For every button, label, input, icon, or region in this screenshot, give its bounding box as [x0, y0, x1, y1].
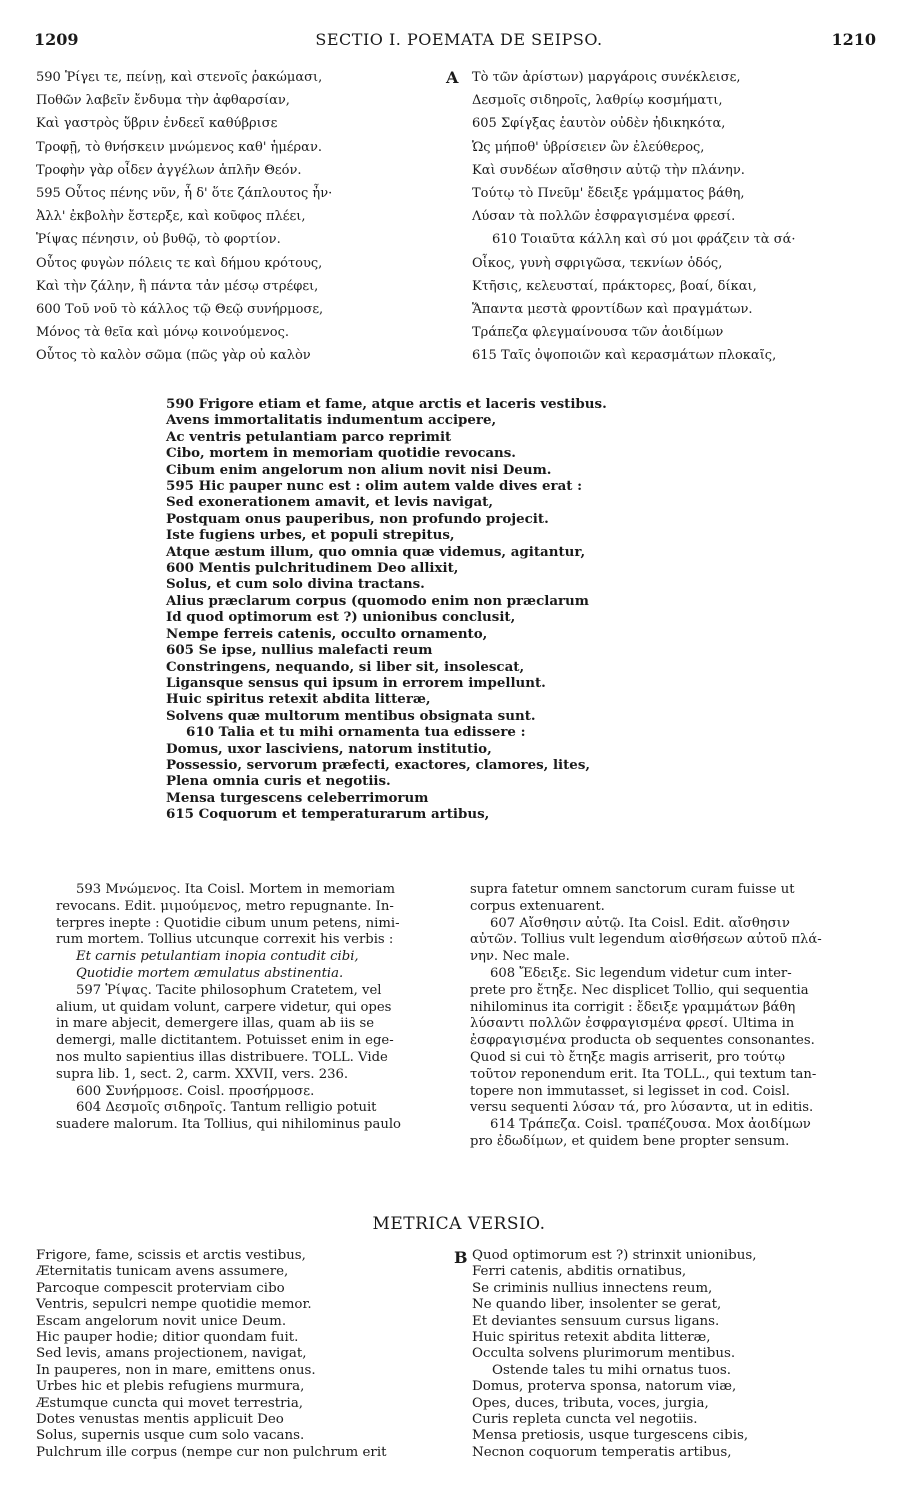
latin-line: Solvens quæ multorum mentibus obsignata sunt.: [166, 707, 536, 724]
metrica-line: Frigore, fame, scissis et arctis vestibus,: [36, 1248, 306, 1263]
metrica-line: Opes, duces, tributa, voces, jurgia,: [472, 1395, 709, 1411]
metrica-line: Parcoque compescit proterviam cibo: [36, 1280, 285, 1296]
metrica-line: Curis repleta cuncta vel negotiis.: [472, 1412, 698, 1428]
note-line: alium, ut quidam volunt, carpere videtur, qui opes: [56, 999, 392, 1015]
metrica-line: Ferri catenis, abditis ornatibus,: [472, 1264, 687, 1280]
note-line: 607 Αἴσθησιν αὐτῷ. Ita Coisl. Edit. αἴσθησιν: [490, 915, 790, 931]
page-number-left: 1209: [34, 30, 79, 49]
latin-line: Plena omnia curis et negotiis.: [166, 773, 391, 790]
note-line: demergi, malle dictitantem. Potuisset enim in ege-: [56, 1033, 394, 1049]
note-line: 614 Τράπεζα. Coisl. τραπέζουσα. Mox ἀοιδίμων: [490, 1117, 811, 1133]
note-line: supra lib. 1, sect. 2, carm. XXVII, vers. 236.: [56, 1066, 349, 1082]
metrica-line: Ventris, sepulcri nempe quotidie memor.: [36, 1297, 312, 1313]
greek-line: Ῥίψας πένησιν, οὐ βυθῷ, τὸ φορτίον.: [36, 232, 281, 248]
note-line: λύσαντι πολλῶν ἐσφραγισμένα φρεσί. Ultima in: [470, 1016, 795, 1032]
metrica-line: Necnon coquorum temperatis artibus,: [472, 1444, 732, 1460]
metrica-line: Urbes hic et plebis refugiens murmura,: [36, 1379, 305, 1395]
note-line: revocans. Edit. μιμούμενος, metro repugnante. In-: [56, 898, 394, 914]
note-line: 593 Μνώμενος. Ita Coisl. Mortem in memoriam: [76, 882, 396, 897]
latin-line: Constringens, nequando, si liber sit, insolescat,: [166, 658, 525, 675]
greek-line: 590 Ῥίγει τε, πείνῃ, καὶ στενοῖς ῥακώμασι,: [36, 70, 323, 85]
greek-text-right: [472, 66, 892, 368]
note-line: 600 Συνήρμοσε. Coisl. προσήρμοσε.: [76, 1083, 315, 1099]
note-line: 608 Ἔδειξε. Sic legendum videtur cum inter-: [490, 965, 792, 981]
metrica-line: Pulchrum ille corpus (nempe cur non pulchrum erit: [36, 1444, 387, 1460]
note-line: suadere malorum. Ita Tollius, qui nihilominus paulo: [56, 1117, 401, 1133]
note-line: versu sequenti λύσαν τά, pro λύσαντα, ut in editis.: [470, 1100, 814, 1116]
greek-line: Ὡς μήποθ' ὑβρίσειεν ὢν ἐλεύθερος,: [472, 139, 705, 155]
greek-line: Τὸ τῶν ἀρίστων) μαργάροις συνέκλεισε,: [472, 70, 741, 85]
note-line: Quotidie mortem æmulatus abstinentia.: [76, 965, 344, 981]
note-line: nos multo sapientius illas distribuere. TOLL. Vide: [56, 1049, 388, 1065]
running-title: SECTIO I. POEMATA DE SEIPSO.: [315, 30, 603, 49]
greek-line: Ἀλλ' ἐκβολὴν ἔστερξε, καὶ κοῦφος πλέει,: [36, 209, 306, 225]
greek-line: Κτῆσις, κελευσταί, πράκτορες, βοαί, δίκαι,: [472, 278, 757, 294]
metrica-line: Escam angelorum novit unice Deum.: [36, 1313, 287, 1329]
metrica-line: Ne quando liber, insolenter se gerat,: [472, 1297, 722, 1313]
metrica-line: Quod optimorum est ?) strinxit unionibus,: [472, 1248, 757, 1263]
greek-line: Καὶ τὴν ζάλην, ἣ πάντα τἀν μέσῳ στρέφει,: [36, 278, 319, 294]
latin-line: Sed exonerationem amavit, et levis navigat,: [166, 494, 494, 511]
latin-line: Domus, uxor lasciviens, natorum institutio,: [166, 740, 492, 757]
latin-line: Postquam onus pauperibus, non profundo projecit.: [166, 510, 549, 527]
note-line: τοῦτον reponendum erit. Ita TOLL., qui textum tan-: [470, 1066, 817, 1082]
greek-line: 610 Τοιαῦτα κάλλη καὶ σύ μοι φράζειν τὰ σά·: [492, 232, 796, 248]
metrica-left: [36, 1248, 446, 1461]
note-line: νην. Nec male.: [470, 949, 570, 965]
metrica-line: In pauperes, non in mare, emittens onus.: [36, 1362, 316, 1378]
greek-line: Οὗτος τὸ καλὸν σῶμα (πῶς γὰρ οὐ καλὸν: [36, 348, 311, 364]
metrica-line: Dotes venustas mentis applicuit Deo: [36, 1412, 284, 1428]
metrica-line: Solus, supernis usque cum solo vacans.: [36, 1428, 305, 1444]
greek-line: 615 Ταῖς ὀψοποιῶν καὶ κερασμάτων πλοκαῖς,: [472, 348, 777, 364]
greek-line: Καὶ συνδέων αἴσθησιν αὐτῷ τὴν πλάνην.: [472, 162, 745, 178]
page-header: [0, 30, 918, 54]
note-line: Quod si cui τὸ ἔτηξε magis arriserit, pro τούτῳ: [470, 1049, 785, 1065]
metrica-line: Æstumque cuncta qui movet terrestria,: [36, 1395, 304, 1411]
greek-line: Τράπεζα φλεγμαίνουσα τῶν ἀοιδίμων: [472, 325, 724, 341]
note-line: supra fatetur omnem sanctorum curam fuisse ut: [470, 882, 795, 897]
metrica-line: Et deviantes sensuum cursus ligans.: [472, 1313, 720, 1329]
latin-line: 610 Talia et tu mihi ornamenta tua edissere :: [186, 724, 526, 741]
greek-line: Τροφὴν γὰρ οἶδεν ἀγγέλων ἁπλῆν Θεόν.: [36, 162, 302, 178]
latin-line: Atque æstum illum, quo omnia quæ videmus, agitantur,: [166, 543, 586, 560]
metrica-line: Ostende tales tu mihi ornatus tuos.: [492, 1362, 732, 1378]
note-line: ἐσφραγισμένα producta ob sequentes consonantes.: [470, 1033, 815, 1049]
note-line: rum mortem. Tollius utcunque correxit his verbis :: [56, 932, 394, 948]
metrica-line: Se criminis nullius innectens reum,: [472, 1280, 713, 1296]
latin-line: Ligansque sensus qui ipsum in errorem impellunt.: [166, 674, 546, 691]
metrica-line: Huic spiritus retexit abdita litteræ,: [472, 1330, 711, 1346]
greek-text-left: [36, 66, 436, 368]
metrica-versio-title: METRICA VERSIO.: [372, 1214, 546, 1234]
latin-line: Solus, et cum solo divina tractans.: [166, 576, 425, 593]
latin-line: Cibum enim angelorum non alium novit nisi Deum.: [166, 461, 552, 478]
latin-line: Nempe ferreis catenis, occulto ornamento,: [166, 625, 488, 642]
latin-line: Huic spiritus retexit abdita litteræ,: [166, 691, 431, 708]
metrica-line: Domus, proterva sponsa, natorum viæ,: [472, 1379, 737, 1395]
greek-line: Δεσμοῖς σιδηροῖς, λαθρίῳ κοσμήματι,: [472, 93, 723, 109]
note-line: in mare abjecit, demergere illas, quam ab iis se: [56, 1016, 375, 1032]
page-number-right: 1210: [831, 30, 876, 49]
note-line: terpres inepte : Quotidie cibum unum petens, nimi-: [56, 915, 400, 931]
margin-letter-b: B: [454, 1248, 468, 1267]
note-line: 604 Δεσμοῖς σιδηροῖς. Tantum relligio potuit: [76, 1100, 377, 1116]
notes-right: [470, 882, 890, 1151]
greek-line: Τούτῳ τὸ Πνεῦμ' ἔδειξε γράμματος βάθη,: [472, 186, 745, 202]
greek-line: Ἅπαντα μεστὰ φροντίδων καὶ πραγμάτων.: [472, 302, 753, 318]
greek-line: Μόνος τὰ θεῖα καὶ μόνῳ κοινούμενος.: [36, 325, 290, 341]
metrica-line: Æternitatis tunicam avens assumere,: [36, 1264, 289, 1280]
note-line: corpus extenuarent.: [470, 898, 605, 914]
greek-line: Καὶ γαστρὸς ὕβριν ἐνδεεῖ καθύβρισε: [36, 116, 278, 132]
latin-line: 615 Coquorum et temperaturarum artibus,: [166, 806, 490, 823]
greek-line: Οὗτος φυγὼν πόλεις τε καὶ δήμου κρότους,: [36, 255, 323, 271]
latin-line: 605 Se ipse, nullius malefacti reum: [166, 642, 433, 659]
latin-line: 595 Hic pauper nunc est : olim autem valde dives erat :: [166, 478, 583, 495]
latin-translation: [166, 396, 786, 823]
latin-line: Alius præclarum corpus (quomodo enim non præclarum: [166, 592, 589, 609]
metrica-line: Mensa pretiosis, usque turgescens cibis,: [472, 1428, 749, 1444]
margin-letter-a: A: [446, 68, 459, 87]
metrica-line: Hic pauper hodie; ditior quondam fuit.: [36, 1330, 299, 1346]
greek-line: Οἶκος, γυνὴ σφριγῶσα, τεκνίων ὁδός,: [472, 255, 723, 271]
greek-line: Τροφῇ, τὸ θνήσκειν μνώμενος καθ' ἡμέραν.: [36, 139, 322, 155]
greek-line: 600 Τοῦ νοῦ τὸ κάλλος τῷ Θεῷ συνήρμοσε,: [36, 302, 324, 318]
latin-line: Mensa turgescens celeberrimorum: [166, 789, 429, 806]
note-line: αὐτῶν. Tollius vult legendum αἰσθήσεων αὐτοῦ πλά-: [470, 932, 822, 948]
greek-line: 605 Σφίγξας ἑαυτὸν οὐδὲν ἠδικηκότα,: [472, 116, 726, 132]
greek-line: Ποθῶν λαβεῖν ἔνδυμα τὴν ἀφθαρσίαν,: [36, 93, 290, 109]
latin-line: Possessio, servorum præfecti, exactores, clamores, lites,: [166, 756, 591, 773]
latin-line: Avens immortalitatis indumentum accipere,: [166, 412, 497, 429]
greek-line: Λύσαν τὰ πολλῶν ἐσφραγισμένα φρεσί.: [472, 209, 736, 225]
metrica-line: Occulta solvens plurimorum mentibus.: [472, 1346, 736, 1362]
latin-line: Cibo, mortem in memoriam quotidie revocans.: [166, 445, 516, 462]
greek-line: 595 Οὗτος πένης νῦν, ἦ δ' ὅτε ζάπλουτος ἦν·: [36, 186, 333, 202]
metrica-right: [472, 1248, 892, 1461]
note-line: nihilominus ita corrigit : ἔδειξε γραμμάτων βάθη: [470, 999, 796, 1015]
latin-line: 590 Frigore etiam et fame, atque arctis et laceris vestibus.: [166, 396, 607, 412]
metrica-line: Sed levis, amans projectionem, navigat,: [36, 1346, 307, 1362]
note-line: pro ἐδωδίμων, et quidem bene propter sensum.: [470, 1133, 790, 1149]
latin-line: Id quod optimorum est ?) unionibus conclusit,: [166, 609, 516, 626]
notes-left: [56, 882, 454, 1134]
latin-line: Ac ventris petulantiam parco reprimit: [166, 428, 452, 445]
latin-line: Iste fugiens urbes, et populi strepitus,: [166, 527, 455, 544]
note-line: topere non immutasset, si legisset in cod. Coisl.: [470, 1083, 790, 1099]
latin-line: 600 Mentis pulchritudinem Deo allixit,: [166, 560, 459, 577]
note-line: 597 Ῥίψας. Tacite philosophum Cratetem, vel: [76, 982, 382, 998]
note-line: Et carnis petulantiam inopia contudit cibi,: [76, 949, 359, 965]
note-line: prete pro ἔτηξε. Nec displicet Tollio, qui sequentia: [470, 982, 809, 998]
